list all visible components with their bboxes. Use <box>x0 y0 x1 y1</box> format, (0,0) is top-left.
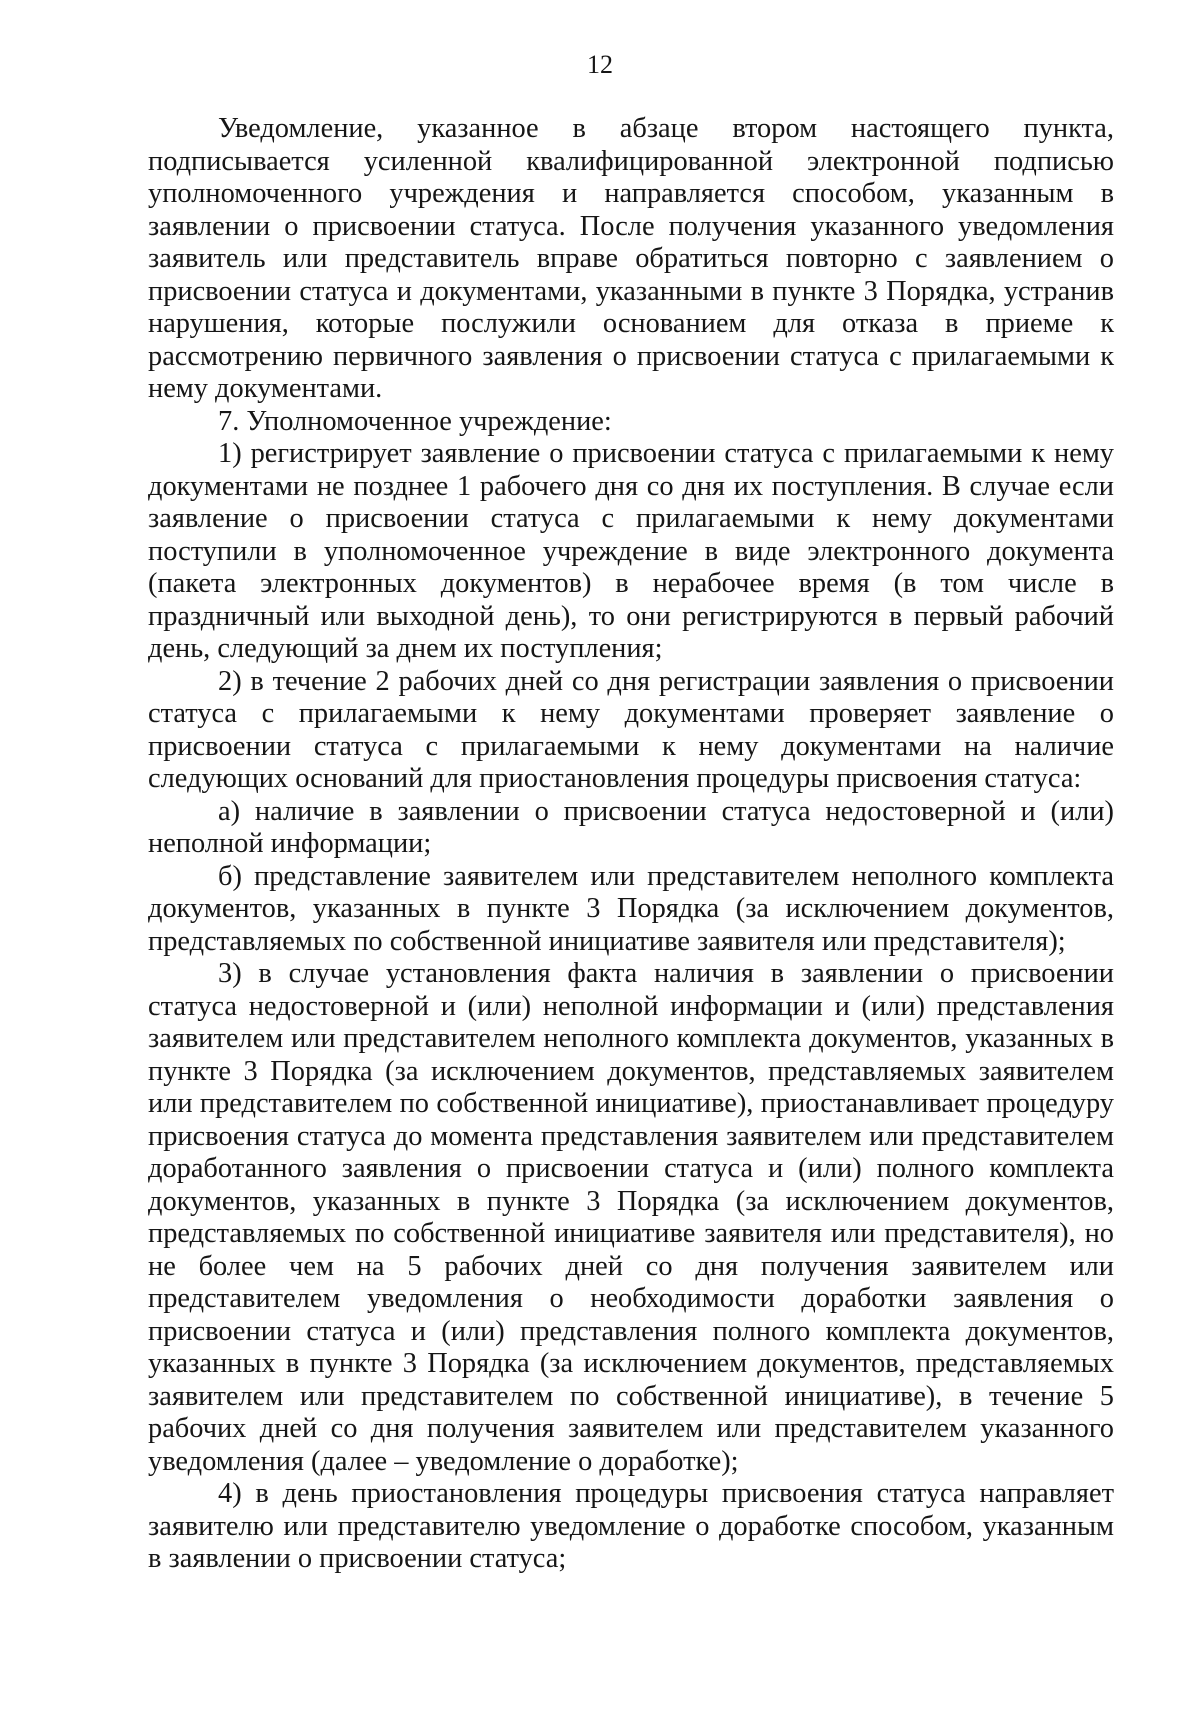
paragraph-notification-signing: Уведомление, указанное в абзаце втором настоящего пункта, подписывается усиленной квалифицированной электронной подписью уполномоченного учреждения и направляется способом, указанным в заявлении о присвоении статуса. После получения указанного уведомления заявитель или представитель вправе обратиться повторно с заявлением о присвоении статуса и документами, указанными в пункте 3 Порядка, устранив нарушения, которые послужили основанием для отказа в приеме к рассмотрению первичного заявления о присвоении статуса с прилагаемыми к нему документами. <box>148 113 1114 404</box>
paragraph-subitem-3-suspension: 3) в случае установления факта наличия в заявлении о присвоении статуса недостоверной и (или) неполной информации и (или) представления заявителем или представителем неполного комплекта документов, указанных в пункте 3 Порядка (за исключением документов, представляемых заявителем или представителем по собственной инициативе), приостанавливает процедуру присвоения статуса до момента представления заявителем или представителем доработанного заявления о присвоении статуса и (или) полного комплекта документов, указанных в пункте 3 Порядка (за исключением документов, представляемых по собственной инициативе заявителя или представителя), но не более чем на 5 рабочих дней со дня получения заявителем или представителем уведомления о необходимости доработки заявления о присвоении статуса и (или) представления полного комплекта документов, указанных в пункте 3 Порядка (за исключением документов, представляемых заявителем или представителем по собственной инициативе), в течение 5 рабочих дней со дня получения заявителем или представителем указанного уведомления (далее – уведомление о доработке); <box>148 958 1114 1477</box>
paragraph-subitem-1-registration: 1) регистрирует заявление о присвоении статуса с прилагаемыми к нему документами не позднее 1 рабочего дня со дня их поступления. В случае если заявление о присвоении статуса с прилагаемыми к нему документами поступили в уполномоченное учреждение в виде электронного документа (пакета электронных документов) в нерабочее время (в том числе в праздничный или выходной день), то они регистрируются в первый рабочий день, следующий за днем их поступления; <box>148 438 1114 664</box>
paragraph-subitem-a: а) наличие в заявлении о присвоении статуса недостоверной и (или) неполной информации; <box>148 795 1114 859</box>
paragraph-subitem-2-verification: 2) в течение 2 рабочих дней со дня регистрации заявления о присвоении статуса с прилагаемыми к нему документами проверяет заявление о присвоении статуса с прилагаемыми к нему документами на наличие следующих оснований для приостановления процедуры присвоения статуса: <box>148 665 1114 794</box>
page-number: 12 <box>587 50 613 79</box>
document-body <box>148 113 1114 1576</box>
paragraph-subitem-b: б) представление заявителем или представителем неполного комплекта документов, указанных в пункте 3 Порядка (за исключением документов, представляемых по собственной инициативе заявителя или представителя); <box>148 860 1114 957</box>
paragraph-subitem-4-notice: 4) в день приостановления процедуры присвоения статуса направляет заявителю или представителю уведомление о доработке способом, указанным в заявлении о присвоении статуса; <box>148 1478 1114 1574</box>
paragraph-item-7-heading: 7. Уполномоченное учреждение: <box>218 405 612 437</box>
